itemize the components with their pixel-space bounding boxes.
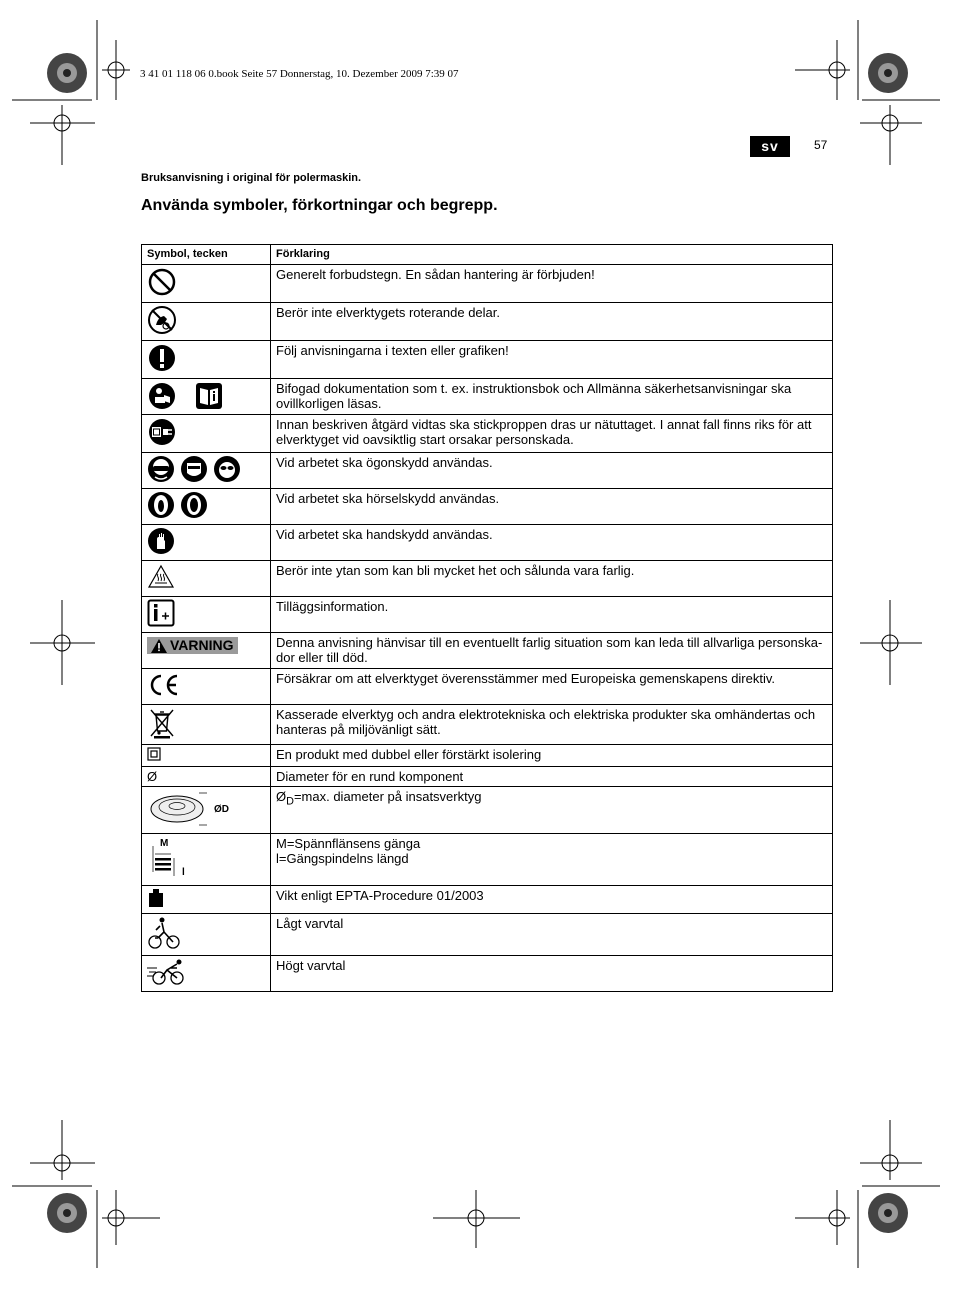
row-text: Generelt forbudstegn. En sådan hantering är förbjuden! — [271, 265, 833, 303]
row-text: Försäkrar om att elverktyget överensstämmer med Europeiska gemenskapens direktiv. — [271, 669, 833, 705]
row-text: Diameter för en rund komponent — [271, 767, 833, 787]
weight-icon — [147, 888, 165, 908]
page-title: Använda symboler, förkortningar och begrepp. — [141, 197, 498, 214]
table-row — [142, 956, 833, 992]
warning-triangle-icon — [151, 639, 167, 653]
row-text: Innan beskriven åtgärd vidtas ska stickproppen dras ur nätuttaget. I annat fall finns riks för att elverktyget vid oavsiktlig start orsakar personskada. — [271, 415, 833, 453]
spindle-thread-icon — [147, 836, 265, 880]
diameter-symbol: Ø — [276, 789, 287, 804]
manual-book-icon — [195, 382, 223, 410]
table-row — [142, 914, 833, 956]
row-text-line: l=Gängspindelns längd — [276, 851, 409, 866]
table-row — [142, 341, 833, 379]
row-text: Lågt varvtal — [271, 914, 833, 956]
document-subtitle: Bruksanvisning i original för polermaskin. — [141, 172, 362, 184]
table-row — [142, 379, 833, 415]
row-text: En produkt med dubbel eller förstärkt isolering — [271, 745, 833, 767]
row-text: Bifogad dokumentation som t. ex. instruktionsbok och Allmänna säkerhetsanvisningar ska ovillkorligen läsas. — [271, 379, 833, 415]
table-row — [142, 303, 833, 341]
disc-diameter-icon — [147, 789, 265, 829]
col-header-explanation: Förklaring — [271, 245, 833, 265]
thread-label-m: M — [160, 838, 169, 849]
row-text — [271, 787, 833, 834]
read-manual-icon — [147, 381, 177, 411]
row-text: Denna anvisning hänvisar till en eventuellt farlig situation som kan leda till allvarliga personska-dor eller till död. — [271, 633, 833, 669]
row-text: Vikt enligt EPTA-Procedure 01/2003 — [271, 886, 833, 914]
table-row — [142, 453, 833, 489]
table-row — [142, 525, 833, 561]
row-text: Tilläggsinformation. — [271, 597, 833, 633]
table-row — [142, 834, 833, 886]
row-text: Berör inte ytan som kan bli mycket het och sålunda vara farlig. — [271, 561, 833, 597]
row-text: Vid arbetet ska handskydd användas. — [271, 525, 833, 561]
table-row — [142, 787, 833, 834]
table-row — [142, 705, 833, 745]
row-text: Följ anvisningarna i texten eller grafiken! — [271, 341, 833, 379]
row-text-line: M=Spännflänsens gänga — [276, 836, 421, 851]
language-badge: sv — [750, 136, 790, 157]
eye-protection-icon — [147, 455, 175, 483]
symbol-table — [141, 244, 833, 992]
glove-icon — [147, 527, 175, 555]
row-text — [271, 834, 833, 886]
diameter-subscript: D — [286, 795, 294, 808]
row-text: Kasserade elverktyg och andra elektrotekniska och elektriska produkter ska omhändertas och hanteras på miljövänligt sätt. — [271, 705, 833, 745]
table-row — [142, 561, 833, 597]
face-shield-icon — [180, 455, 208, 483]
col-header-symbol: Symbol, tecken — [142, 245, 271, 265]
table-row — [142, 265, 833, 303]
low-speed-icon — [147, 916, 181, 950]
table-row — [142, 745, 833, 767]
table-row — [142, 597, 833, 633]
disc-icon — [147, 789, 209, 829]
table-row — [142, 886, 833, 914]
prohibition-icon — [147, 267, 177, 297]
page-number: 57 — [814, 138, 828, 152]
table-row — [142, 415, 833, 453]
earmuff-icon — [180, 491, 208, 519]
book-info-line: 3 41 01 118 06 0.book Seite 57 Donnerstag, 10. Dezember 2009 7:39 07 — [140, 68, 459, 80]
diameter-text: =max. diameter på insatsverktyg — [293, 789, 482, 804]
hot-surface-icon — [147, 563, 175, 591]
diameter-icon: Ø — [142, 767, 271, 787]
double-insulation-icon — [147, 747, 161, 761]
table-row — [142, 633, 833, 669]
high-speed-icon — [147, 958, 187, 986]
disc-diameter-label: ØD — [214, 803, 229, 815]
table-row — [142, 767, 833, 787]
info-icon — [147, 599, 175, 627]
ear-protection-icon — [147, 491, 175, 519]
table-row — [142, 489, 833, 525]
unplug-icon — [147, 417, 177, 447]
table-header-row — [142, 245, 833, 265]
warning-label: VARNING — [170, 637, 234, 653]
row-text: Vid arbetet ska ögonskydd användas. — [271, 453, 833, 489]
no-touch-rotating-icon — [147, 305, 177, 335]
thread-label-l: l — [182, 867, 185, 878]
goggles-icon — [213, 455, 241, 483]
row-text: Vid arbetet ska hörselskydd användas. — [271, 489, 833, 525]
exclamation-icon — [147, 343, 177, 373]
table-row — [142, 669, 833, 705]
row-text: Högt varvtal — [271, 956, 833, 992]
ce-mark-icon — [147, 671, 181, 699]
warning-label-icon — [147, 637, 238, 654]
weee-bin-icon — [147, 707, 177, 739]
row-text: Berör inte elverktygets roterande delar. — [271, 303, 833, 341]
